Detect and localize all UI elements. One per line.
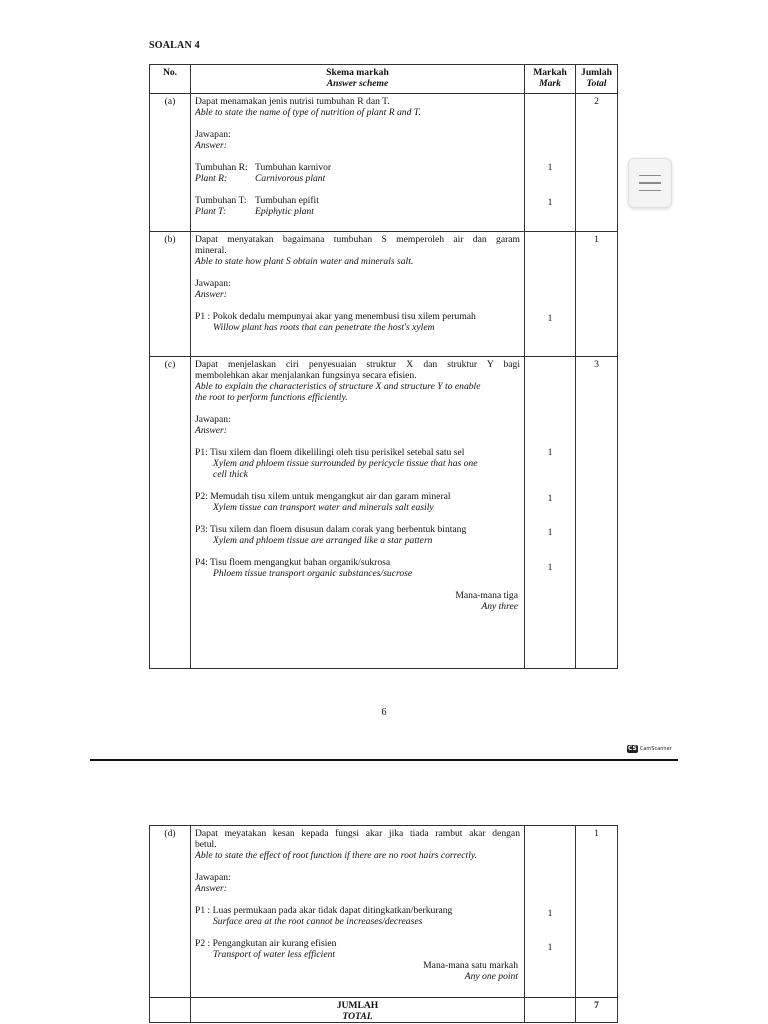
point-1-en: Willow plant has roots that can penetrate the host's xylem <box>213 322 435 333</box>
header-mark: Markah Mark <box>525 65 576 94</box>
total-row <box>150 998 618 1023</box>
mark-value: 1 <box>547 162 553 173</box>
mark-cell <box>525 232 576 357</box>
question-en-line-1: Able to explain the characteristics of structure X and structure Y to enable <box>195 381 481 392</box>
point-2-ms: P2 : Pengangkutan air kurang efisien <box>195 938 337 949</box>
row-number: (a) <box>150 94 191 232</box>
total-cell: 3 <box>576 357 618 669</box>
answer-cell <box>191 826 525 998</box>
total-cell: 2 <box>576 94 618 232</box>
total-label-en: TOTAL <box>342 1011 373 1022</box>
point-1-ms: P1 : Luas permukaan pada akar tidak dapat ditingkatkan/berkurang <box>195 905 453 916</box>
jawapan-label: Jawapan: <box>195 278 231 289</box>
page-divider <box>90 759 678 761</box>
total-cell: 1 <box>576 232 618 357</box>
question-ms-line-2: membolehkan akar menjalankan fungsinya secara efisien. <box>195 370 417 381</box>
point-2-ms: P2: Memudah tisu xilem untuk mengangkut air dan garam mineral <box>195 491 451 502</box>
answer-cell <box>191 232 525 357</box>
scanner-logo: CS <box>628 745 637 752</box>
point-1-en: Surface area at the root cannot be increases/decreases <box>213 916 423 927</box>
mark-value: 1 <box>547 313 553 324</box>
grand-total: 7 <box>576 998 618 1023</box>
table-header-row <box>150 65 618 94</box>
point-1-ms: P1: Tisu xilem dan floem dikelilingi oleh tisu perisikel setebal satu sel <box>195 447 465 458</box>
answer-label: Answer: <box>195 883 227 894</box>
answer-label: Answer: <box>195 425 227 436</box>
marking-scheme-table <box>149 64 618 669</box>
point-1-en-line-1: Xylem and phloem tissue surrounded by pericycle tissue that has one <box>213 458 478 469</box>
plant-t-value-en: Epiphytic plant <box>255 206 314 217</box>
answer-label: Answer: <box>195 289 227 300</box>
point-4-en: Phloem tissue transport organic substances/sucrose <box>213 568 413 579</box>
row-number: (b) <box>150 232 191 357</box>
jawapan-label: Jawapan: <box>195 129 231 140</box>
page-number: 6 <box>381 707 387 718</box>
question-ms: Dapat menamakan jenis nutrisi tumbuhan R dan T. <box>195 96 390 107</box>
question-ms-line-1: Dapat menyatakan bagaimana tumbuhan S memperoleh air dan garam <box>195 234 520 245</box>
row-number: (d) <box>150 826 191 998</box>
point-2-en: Xylem tissue can transport water and minerals salt easily <box>213 502 434 513</box>
question-ms-line-1: Dapat menjelaskan ciri penyesuaian struktur X dan struktur Y bagi <box>195 359 520 370</box>
header-scheme: Skema markah Answer scheme <box>191 65 525 94</box>
header-total: Jumlah Total <box>576 65 618 94</box>
mark-value: 1 <box>547 197 553 208</box>
question-ms-line-2: mineral. <box>195 245 227 256</box>
question-ms-line-2: betul. <box>195 839 217 850</box>
total-label-ms: JUMLAH <box>336 1000 379 1011</box>
question-en: Able to state the effect of root function if there are no root hairs correctly. <box>195 850 477 861</box>
answer-label: Answer: <box>195 140 227 151</box>
mark-value: 1 <box>547 942 553 953</box>
point-1-en-line-2: cell thick <box>213 469 248 480</box>
mark-cell <box>525 826 576 998</box>
plant-r-value-ms: Tumbuhan karnivor <box>255 162 332 173</box>
menu-icon-bar <box>639 182 661 184</box>
header-no: No. <box>150 65 191 94</box>
jawapan-label: Jawapan: <box>195 414 231 425</box>
mark-cell <box>525 94 576 232</box>
any-three-ms: Mana-mana tiga <box>455 590 518 601</box>
menu-icon-bar <box>639 175 661 177</box>
scanner-watermark <box>627 745 672 753</box>
table-row-b <box>150 232 618 357</box>
answer-cell <box>191 94 525 232</box>
question-en: Able to state the name of type of nutrition of plant R and T. <box>195 107 421 118</box>
question-ms-line-1: Dapat meyatakan kesan kepada fungsi akar jika tiada rambut akar dengan <box>195 828 520 839</box>
total-cell: 1 <box>576 826 618 998</box>
total-row-empty <box>150 998 191 1023</box>
point-3-ms: P3: Tisu xilem dan floem disusun dalam corak yang berbentuk bintang <box>195 524 467 535</box>
plant-r-value-en: Carnivorous plant <box>255 173 326 184</box>
plant-t-label-ms: Tumbuhan T: <box>195 195 247 206</box>
plant-t-value-ms: Tumbuhan epifit <box>255 195 319 206</box>
total-row-mark-empty <box>525 998 576 1023</box>
scanner-label: CamScanner <box>639 746 672 752</box>
point-2-en: Transport of water less efficient <box>213 949 336 960</box>
table-row-a <box>150 94 618 232</box>
question-en: Able to state how plant S obtain water and minerals salt. <box>195 256 414 267</box>
plant-r-label-en: Plant R: <box>195 173 228 184</box>
plant-t-label-en: Plant T: <box>195 206 227 217</box>
any-one-ms: Mana-mana satu markah <box>423 960 518 971</box>
table-row-c <box>150 357 618 669</box>
menu-button[interactable] <box>628 158 672 208</box>
menu-icon-bar <box>639 190 661 192</box>
table-row-d <box>150 826 618 998</box>
row-number: (c) <box>150 357 191 669</box>
any-one-en: Any one point <box>464 971 518 982</box>
point-3-en: Xylem and phloem tissue are arranged like a star pattern <box>213 535 433 546</box>
plant-r-label-ms: Tumbuhan R: <box>195 162 248 173</box>
any-three-en: Any three <box>481 601 518 612</box>
marking-scheme-table-continued <box>149 825 618 1023</box>
point-1-ms: P1 : Pokok dedalu mempunyai akar yang menembusi tisu xilem perumah <box>195 311 476 322</box>
point-4-ms: P4: Tisu floem mengangkut bahan organik/sukrosa <box>195 557 391 568</box>
mark-value: 1 <box>547 908 553 919</box>
question-en-line-2: the root to perform functions efficiently. <box>195 392 348 403</box>
mark-cell <box>525 357 576 669</box>
mark-value: 1 <box>547 562 553 573</box>
jawapan-label: Jawapan: <box>195 872 231 883</box>
mark-value: 1 <box>547 493 553 504</box>
mark-value: 1 <box>547 447 553 458</box>
page-heading: SOALAN 4 <box>149 40 200 51</box>
total-row-label <box>191 998 525 1023</box>
answer-cell <box>191 357 525 669</box>
mark-value: 1 <box>547 527 553 538</box>
